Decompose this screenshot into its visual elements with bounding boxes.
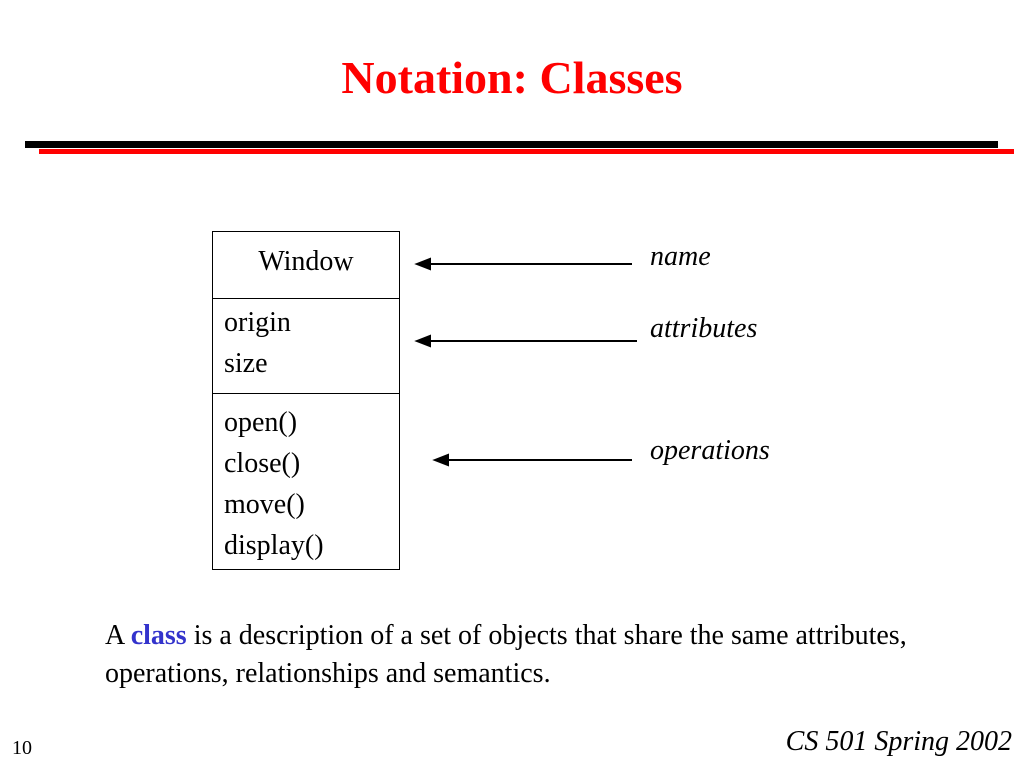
definition-text: is a description of a set of objects that share the same attributes, operations, relationships and semantics.: [105, 620, 907, 689]
class-definition: [105, 617, 985, 693]
attributes-label: attributes: [650, 313, 758, 344]
attributes-arrowhead: [417, 336, 430, 346]
page-number: 10: [12, 737, 32, 759]
operation-item: close(): [224, 448, 301, 479]
attribute-item: origin: [224, 307, 291, 338]
slide-title: Notation: Classes: [341, 52, 683, 103]
attribute-item: size: [224, 348, 268, 379]
course-footer: CS 501 Spring 2002: [785, 726, 1012, 757]
operation-item: move(): [224, 489, 305, 520]
operations-label: operations: [650, 435, 770, 466]
definition-prefix: A: [105, 620, 124, 651]
operation-item: display(): [224, 530, 324, 561]
name-label: name: [650, 241, 711, 272]
definition-keyword: class: [130, 620, 187, 651]
operation-item: open(): [224, 407, 298, 438]
class-name: Window: [258, 246, 354, 277]
name-arrowhead: [417, 259, 430, 269]
operations-arrowhead: [435, 455, 448, 465]
